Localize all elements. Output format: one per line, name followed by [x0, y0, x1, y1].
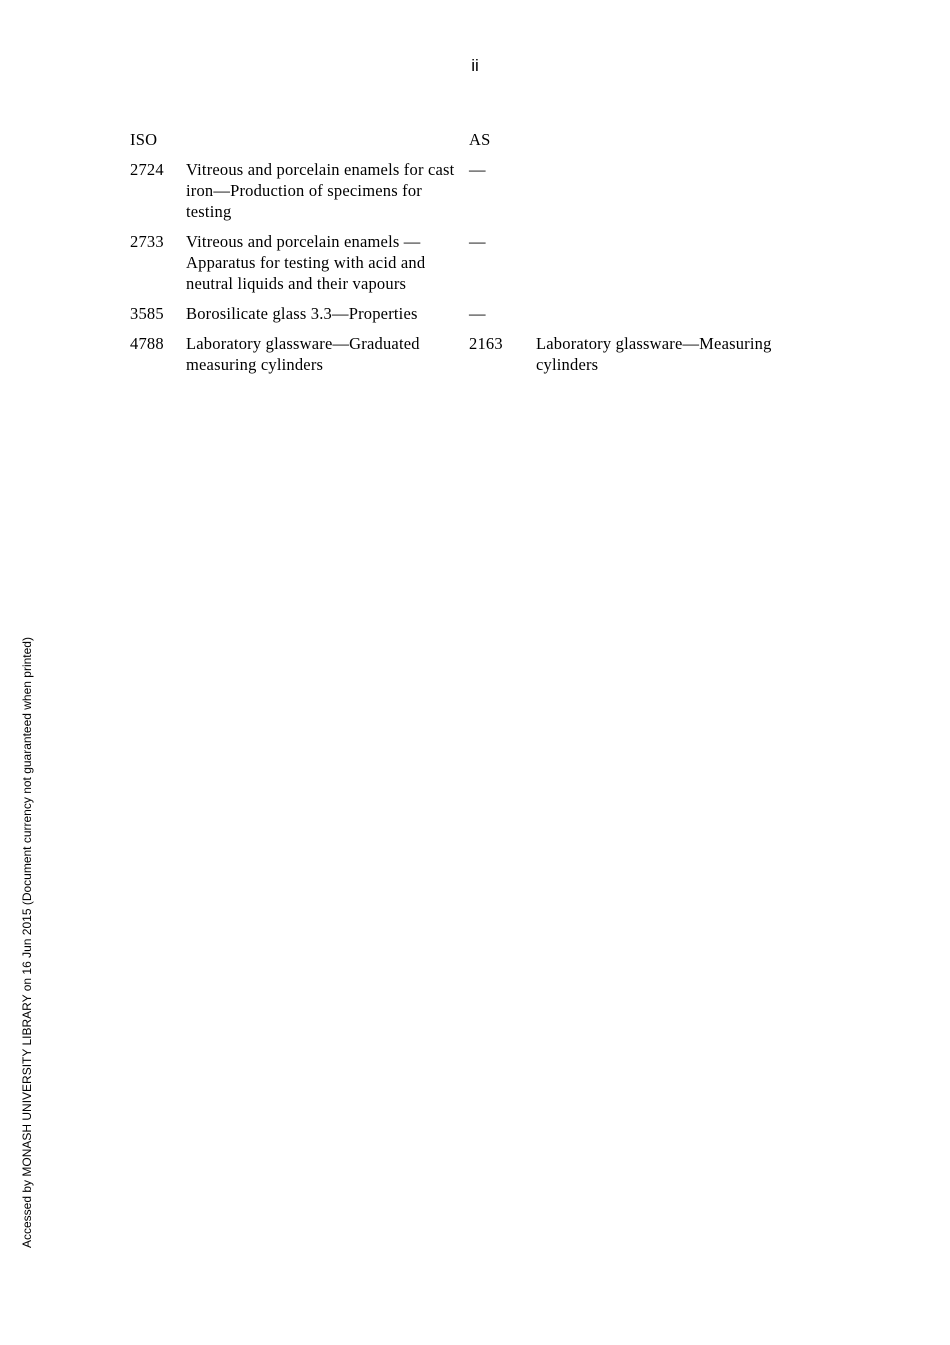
iso-title-column-header — [186, 129, 469, 150]
as-number: — — [469, 304, 486, 323]
iso-title: Vitreous and porcelain enamels —Apparatus for testing with acid and neutral liquids and their vapours — [186, 232, 426, 293]
as-title-column-header — [536, 129, 816, 150]
as-number: 2163 — [469, 334, 503, 353]
iso-title: Laboratory glassware—Graduated measuring cylinders — [186, 334, 420, 374]
iso-number: 2724 — [130, 160, 164, 179]
as-number: — — [469, 232, 486, 251]
as-title — [536, 231, 816, 294]
standards-correspondence-table — [130, 129, 830, 384]
table-row — [130, 159, 830, 222]
table-row — [130, 303, 830, 324]
as-number: — — [469, 160, 486, 179]
iso-number: 4788 — [130, 334, 164, 353]
iso-number: 2733 — [130, 232, 164, 251]
page-number: ii — [471, 56, 479, 75]
iso-title: Vitreous and porcelain enamels for cast iron—Production of specimens for testing — [186, 160, 455, 221]
table-row — [130, 231, 830, 294]
as-column-header: AS — [469, 130, 491, 149]
access-watermark-note: Accessed by MONASH UNIVERSITY LIBRARY on 16 Jun 2015 (Document currency not guaranteed when printed) — [20, 637, 34, 1248]
as-title — [536, 159, 816, 222]
as-title: Laboratory glassware—Measuring cylinders — [536, 334, 772, 374]
table-row — [130, 333, 830, 375]
iso-number: 3585 — [130, 304, 164, 323]
table-header-row — [130, 129, 830, 150]
iso-title: Borosilicate glass 3.3—Properties — [186, 304, 418, 323]
iso-column-header: ISO — [130, 130, 158, 149]
as-title — [536, 303, 816, 324]
